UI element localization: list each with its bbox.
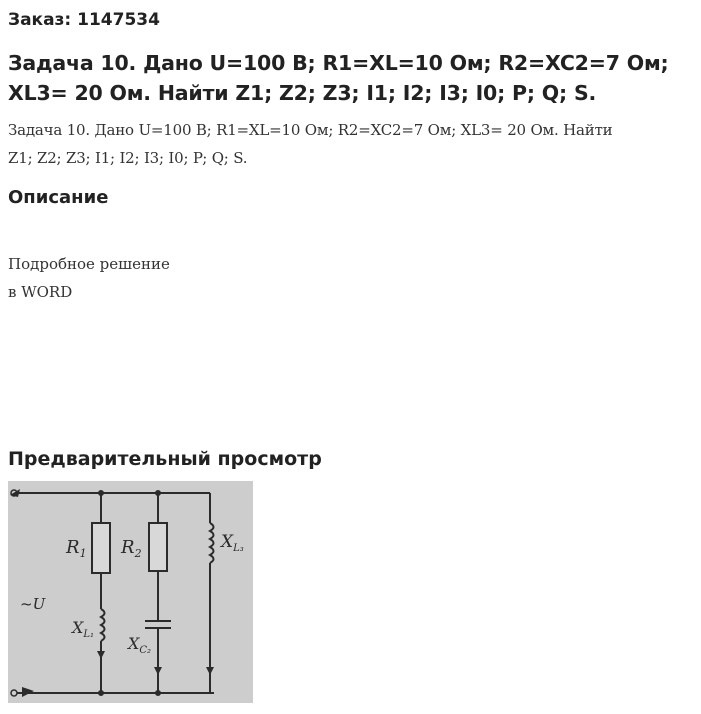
label-r1-sub: 1 xyxy=(79,547,87,560)
description-heading: Описание xyxy=(8,187,109,208)
description-body xyxy=(8,250,170,306)
task-text xyxy=(8,116,693,172)
order-number: Заказ: 1147534 xyxy=(8,10,160,30)
label-xl1: X xyxy=(72,618,84,637)
label-u: ~U xyxy=(20,595,46,613)
circuit-preview-image xyxy=(8,481,253,703)
label-r2-sub: 2 xyxy=(134,547,142,560)
label-r1: R xyxy=(66,537,80,558)
preview-heading: Предварительный просмотр xyxy=(8,448,322,470)
label-xl3-sub: L₃ xyxy=(233,543,244,554)
task-title-line-2: XL3= 20 Ом. Найти Z1; Z2; Z3; I1; I2; I3; I0; P; Q; S. xyxy=(8,81,597,105)
task-text-line-2: Z1; Z2; Z3; I1; I2; I3; I0; P; Q; S. xyxy=(8,149,248,167)
description-line-2: в WORD xyxy=(8,283,73,301)
label-xc2: X xyxy=(128,634,140,653)
svg-text:~U xyxy=(20,595,47,613)
description-line-1: Подробное решение xyxy=(8,255,170,273)
label-r2: R xyxy=(121,537,135,558)
label-xl3: X xyxy=(221,532,234,552)
label-xc2-sub: C₂ xyxy=(139,645,152,656)
task-title xyxy=(8,48,688,108)
task-title-line-1: Задача 10. Дано U=100 В; R1=XL=10 Ом; R2=XC2=7 Ом; xyxy=(8,51,669,75)
task-text-line-1: Задача 10. Дано U=100 В; R1=XL=10 Ом; R2=XC2=7 Ом; XL3= 20 Ом. Найти xyxy=(8,121,613,139)
label-xl1-sub: L₁ xyxy=(83,629,95,640)
circuit-diagram xyxy=(8,481,253,703)
